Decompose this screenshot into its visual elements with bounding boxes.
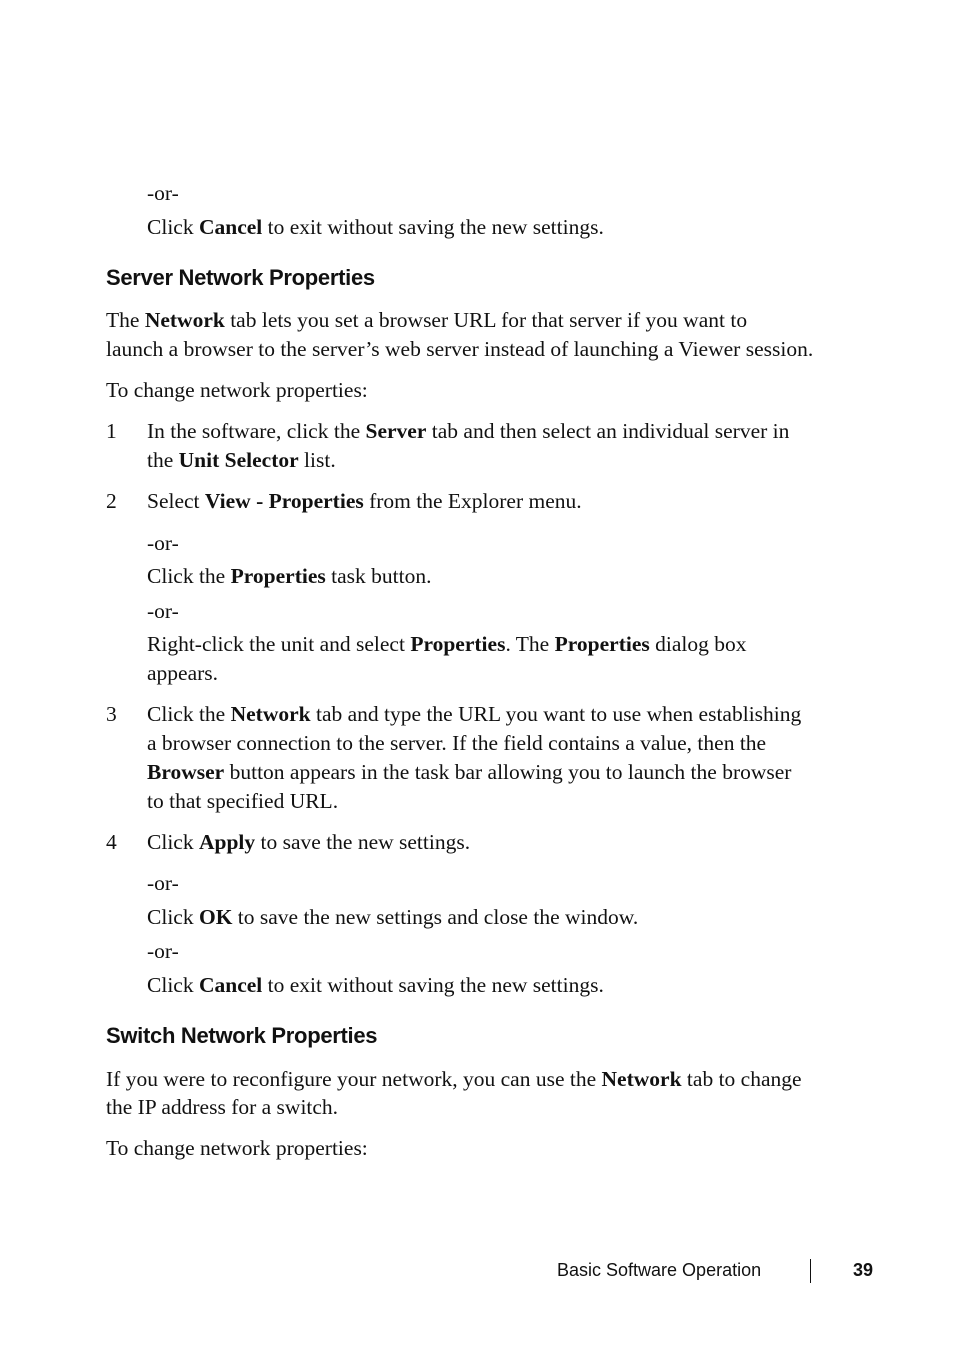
step-3-line-1: Click the Network tab and type the URL you want to use when establishing xyxy=(147,702,802,726)
step-number-1: 1 xyxy=(106,419,117,443)
step-number-4: 4 xyxy=(106,830,117,854)
section-heading-switch-network: Switch Network Properties xyxy=(106,1023,378,1048)
step-2-alt-2-line-2: appears. xyxy=(147,661,219,685)
switch-lead: To change network properties: xyxy=(106,1136,368,1160)
or-separator: -or- xyxy=(147,181,179,205)
step-4-alt-1: Click OK to save the new settings and close the window. xyxy=(147,905,639,929)
page-number: 39 xyxy=(853,1260,874,1280)
step-2-alt-2-line-1: Right-click the unit and select Properties. The Properties dialog box xyxy=(147,632,747,656)
step-2-alt-1: Click the Properties task button. xyxy=(147,564,432,588)
footer-chapter-title: Basic Software Operation xyxy=(557,1260,762,1280)
step-number-3: 3 xyxy=(106,702,117,726)
or-separator: -or- xyxy=(147,871,179,895)
step-1-line-2: the Unit Selector list. xyxy=(147,448,336,472)
step-1-line-1: In the software, click the Server tab and then select an individual server in xyxy=(147,419,790,443)
step-3-line-3: Browser button appears in the task bar allowing you to launch the browser xyxy=(147,760,792,784)
step-number-2: 2 xyxy=(106,489,117,513)
step-2-line-1: Select View - Properties from the Explorer menu. xyxy=(147,489,582,513)
footer-divider xyxy=(810,1259,811,1283)
or-separator: -or- xyxy=(147,531,179,555)
switch-intro-line-1: If you were to reconfigure your network, you can use the Network tab to change xyxy=(106,1067,802,1091)
server-intro-line-2: launch a browser to the server’s web server instead of launching a Viewer session. xyxy=(106,337,814,361)
switch-intro-line-2: the IP address for a switch. xyxy=(106,1095,339,1119)
step-4-line-1: Click Apply to save the new settings. xyxy=(147,830,471,854)
server-lead: To change network properties: xyxy=(106,378,368,402)
or-separator: -or- xyxy=(147,939,179,963)
cancel-instruction: Click Cancel to exit without saving the new settings. xyxy=(147,215,604,239)
step-4-alt-2: Click Cancel to exit without saving the new settings. xyxy=(147,973,604,997)
step-3-line-4: to that specified URL. xyxy=(147,789,339,813)
section-heading-server-network: Server Network Properties xyxy=(106,265,375,290)
or-separator: -or- xyxy=(147,599,179,623)
step-3-line-2: a browser connection to the server. If the field contains a value, then the xyxy=(147,731,767,755)
server-intro-line-1: The Network tab lets you set a browser URL for that server if you want to xyxy=(106,308,748,332)
